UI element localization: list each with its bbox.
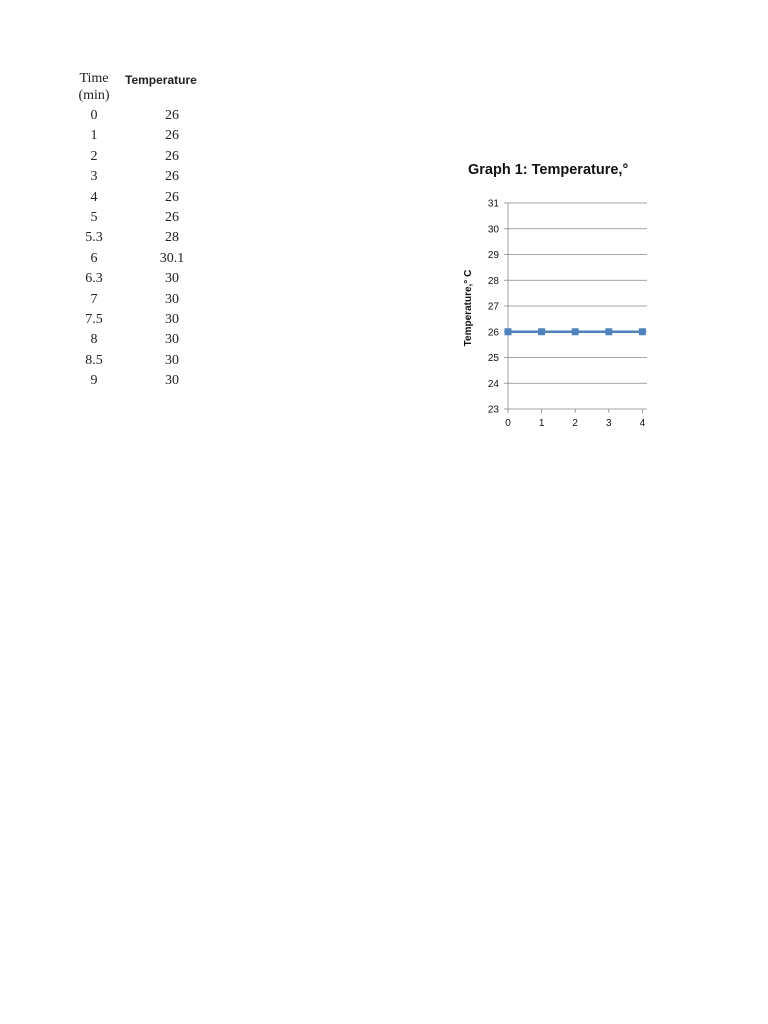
- data-point: [505, 328, 512, 335]
- table-row: [72, 310, 212, 330]
- y-tick-label: 25: [487, 353, 499, 364]
- cell-temperature: 26: [165, 189, 179, 205]
- table-header: [72, 70, 212, 106]
- cell-temperature: 26: [165, 169, 179, 185]
- cell-time: 2: [90, 148, 98, 164]
- cell-temperature: 26: [165, 128, 179, 144]
- x-tick-label: 1: [538, 418, 545, 429]
- data-table: [72, 70, 212, 391]
- cell-time: 4: [90, 189, 98, 205]
- cell-time: 9: [90, 373, 98, 389]
- data-point: [538, 328, 545, 335]
- table-row: [72, 290, 212, 310]
- cell-temperature: 30.1: [159, 250, 185, 266]
- cell-time: 6.3: [85, 271, 103, 287]
- table-row: [72, 330, 212, 350]
- table-row: [72, 147, 212, 167]
- header-time: Time (min): [78, 71, 110, 103]
- table-row: [72, 126, 212, 146]
- data-point: [605, 328, 612, 335]
- y-tick-label: 28: [487, 275, 499, 287]
- x-tick-label: 0: [505, 418, 511, 429]
- cell-temperature: 30: [165, 373, 179, 389]
- cell-time: 1: [90, 128, 98, 144]
- table-row: [72, 208, 212, 228]
- cell-temperature: 30: [165, 332, 179, 348]
- data-point: [572, 328, 579, 335]
- y-tick-label: 27: [487, 301, 499, 313]
- y-tick-label: 24: [487, 378, 499, 390]
- cell-time: 0: [90, 108, 98, 123]
- cell-time: 5: [90, 209, 98, 225]
- cell-time: 3: [90, 169, 98, 185]
- cell-temperature: 30: [165, 291, 179, 307]
- x-tick-label: 3: [606, 418, 612, 429]
- cell-temperature: 26: [165, 148, 179, 164]
- table-body: [72, 106, 212, 391]
- y-tick-label: 31: [487, 198, 499, 210]
- chart: [455, 150, 655, 440]
- y-tick-label: 30: [487, 224, 499, 236]
- chart-title: Graph 1: Temperature,°: [468, 162, 629, 178]
- table-row: [72, 249, 212, 269]
- y-tick-label: 26: [487, 327, 499, 339]
- y-tick-label: 29: [487, 250, 499, 261]
- cell-time: 7.5: [85, 311, 103, 327]
- cell-time: 7: [90, 291, 98, 307]
- table-row: [72, 269, 212, 289]
- chart-svg: [455, 150, 655, 440]
- table-row: [72, 188, 212, 208]
- table-row: [72, 228, 212, 248]
- cell-time: 6: [90, 250, 98, 266]
- y-axis-label: Temperature,° C: [463, 269, 474, 347]
- cell-temperature: 30: [165, 352, 179, 368]
- x-tick-label: 2: [572, 418, 578, 429]
- table-row: [72, 371, 212, 391]
- cell-time: 8: [90, 332, 98, 348]
- cell-temperature: 30: [165, 271, 179, 287]
- header-temperature: Temperature: [125, 73, 197, 87]
- table-row: [72, 106, 212, 126]
- table-row: [72, 167, 212, 187]
- cell-temperature: 26: [165, 108, 179, 123]
- table-row: [72, 351, 212, 371]
- cell-time: 8.5: [85, 352, 103, 368]
- cell-time: 5.3: [85, 230, 103, 246]
- cell-temperature: 30: [165, 311, 179, 327]
- cell-temperature: 26: [165, 209, 179, 225]
- y-tick-label: 23: [487, 404, 499, 416]
- x-tick-label: 4: [639, 418, 646, 429]
- data-point: [639, 328, 646, 335]
- cell-temperature: 28: [165, 230, 179, 246]
